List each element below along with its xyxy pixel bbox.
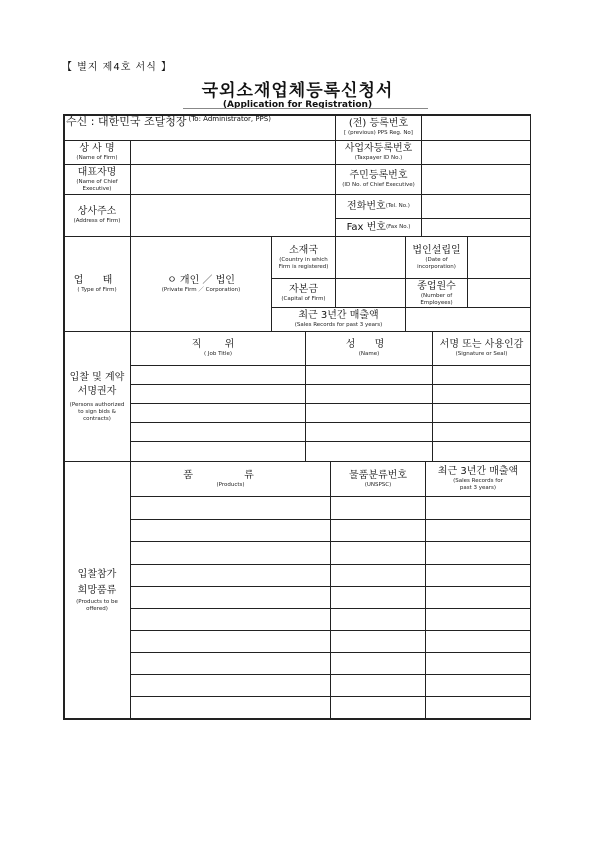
page-title: 국외소재업체등록신청서	[201, 81, 394, 101]
table-right-border	[530, 114, 531, 719]
fax-label: Fax 번호 (Fax No.)	[346, 221, 411, 233]
firm-type-label: 업 태 ( Type of Firm)	[73, 274, 121, 293]
product-sales-header: 최근 3년간 매출액 (Sales Records for past 3 years)	[437, 466, 519, 491]
capital-field[interactable]	[336, 279, 405, 307]
incorporation-date-label: 법인설립일 (Date of incorporation)	[412, 244, 461, 270]
tel-label: 전화번호 (Tel. No.)	[347, 200, 410, 212]
fax-field[interactable]	[422, 219, 530, 236]
taxpayer-id-field[interactable]	[422, 141, 530, 164]
products-offered-label: 입찰참가 희망품류 (Products to be offered)	[76, 569, 118, 612]
id-number-field[interactable]	[422, 165, 530, 194]
name-header: 성 명 (Name)	[345, 339, 393, 357]
address-field[interactable]	[131, 195, 335, 236]
page-subtitle: (Application for Registration)	[222, 100, 373, 110]
incorporation-date-field[interactable]	[468, 237, 530, 278]
grid-line-vertical	[130, 461, 131, 718]
table-bottom-border	[63, 718, 531, 720]
sales-records-field[interactable]	[406, 308, 530, 331]
form-number-tag: 【 별지 제4호 서식 】	[62, 62, 173, 73]
title-underline	[183, 108, 428, 109]
grid-line-horizontal	[130, 441, 531, 442]
chief-executive-field[interactable]	[131, 165, 335, 194]
sales-records-label: 최근 3년간 매출액 (Sales Records for past 3 years)	[294, 310, 383, 328]
employees-label: 종업원수 (Number of Employees)	[417, 281, 456, 306]
products-header: 품 류 (Products)	[183, 469, 278, 488]
country-field[interactable]	[336, 237, 405, 278]
firm-name-label: 상 사 명 (Name of Firm)	[76, 143, 118, 161]
grid-line-horizontal	[130, 365, 531, 366]
chief-executive-label: 대표자명 (Name of Chief Executive)	[76, 166, 118, 192]
job-title-header: 직 위 ( Job Title)	[191, 339, 245, 357]
firm-name-field[interactable]	[131, 141, 335, 164]
prev-reg-no-label: (전) 등록번호 [ (previous) PPS Reg. No]	[344, 118, 413, 136]
authorized-signers-label: 입찰 및 계약 서명권자 (Persons authorized to sign bids & contracts)	[69, 371, 125, 422]
grid-line-horizontal	[130, 422, 531, 423]
grid-line-horizontal	[130, 384, 531, 385]
tel-field[interactable]	[422, 195, 530, 218]
grid-line-vertical	[425, 461, 426, 718]
employees-field[interactable]	[468, 279, 530, 307]
private-corporation-option[interactable]: ㅇ 개인 ／ 법인 (Private Firm ／ Corporation)	[161, 274, 241, 293]
capital-label: 자본금 (Capital of Firm)	[281, 283, 326, 302]
prev-reg-no-field[interactable]	[422, 115, 530, 140]
address-label: 상사주소 (Address of Firm)	[73, 206, 121, 224]
id-number-label: 주민등록번호 (ID No. of Chief Executive)	[342, 170, 415, 188]
grid-line-horizontal	[130, 403, 531, 404]
signature-header: 서명 또는 사용인감 (Signature or Seal)	[439, 339, 524, 357]
taxpayer-id-label: 사업자등록번호 (Taxpayer ID No.)	[344, 143, 413, 161]
country-label: 소재국 (Country in which Firm is registered)	[278, 244, 329, 270]
unspsc-header: 물품분류번호 (UNSPSC)	[349, 469, 407, 488]
recipient-label: 수신 : 대한민국 조달청장 (To: Administrator, PPS)	[66, 115, 271, 128]
grid-line-vertical	[330, 461, 331, 718]
